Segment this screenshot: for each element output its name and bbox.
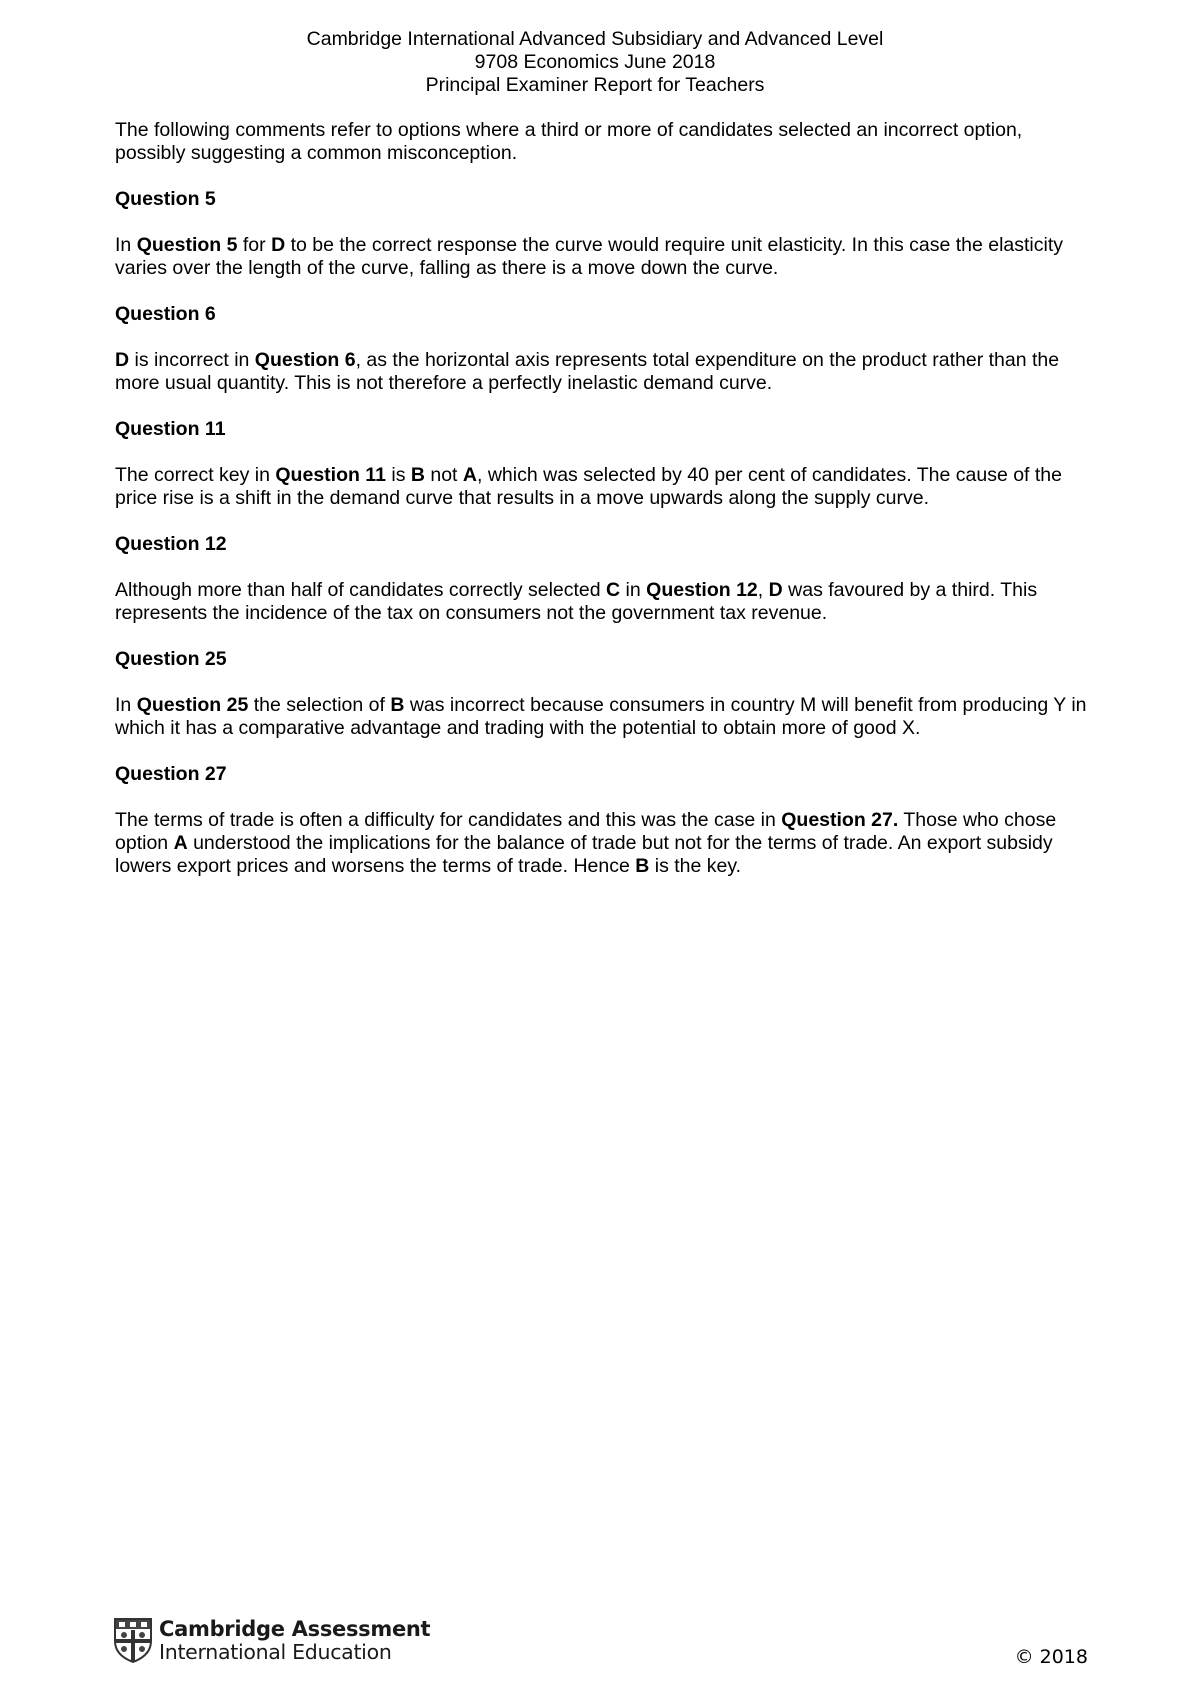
bold-text: Question 11 <box>275 464 386 486</box>
logo-wordmark <box>159 1617 430 1664</box>
question-comment <box>115 809 1090 878</box>
comment-text: is the key. <box>649 855 742 877</box>
question-heading: Question 25 <box>115 648 227 670</box>
bold-text: Question 5 <box>136 234 238 256</box>
comment-text: was favoured by a third. This represents the incidence of the tax on consumers not the government tax revenue. <box>115 579 1038 624</box>
bold-text: Question 25 <box>136 694 249 716</box>
comment-text: In <box>115 234 137 256</box>
bold-text: C <box>606 579 621 601</box>
comment-text: understood the implications for the balance of trade but not for the terms of trade. An export subsidy lowers export prices and worsens the terms of trade. Hence <box>115 832 1053 877</box>
bold-text: A <box>173 832 188 854</box>
question-heading: Question 27 <box>115 763 227 785</box>
bold-text: Question 6 <box>254 349 356 371</box>
comment-text: not <box>424 464 463 486</box>
question-comment <box>115 234 1090 280</box>
bold-text: Question 12 <box>646 579 758 601</box>
comment-text: was incorrect because consumers in country M will benefit from producing Y in which it has a comparative advantage and trading with the potential to obtain more of good X. <box>115 694 1087 739</box>
comment-text: , <box>757 579 769 601</box>
question-heading: Question 6 <box>115 303 216 325</box>
page-header <box>0 28 1190 97</box>
cambridge-logo <box>113 1617 430 1663</box>
question-heading: Question 5 <box>115 188 216 210</box>
comment-text: to be the correct response the curve would require unit elasticity. In this case the elasticity varies over the length of the curve, falling as there is a move down the curve. <box>115 234 1064 279</box>
comment-text: Although more than half of candidates correctly selected <box>115 579 607 601</box>
bold-text: D <box>271 234 286 256</box>
comment-text: in <box>620 579 647 601</box>
bold-text: B <box>635 855 650 877</box>
comment-text: the selection of <box>248 694 391 716</box>
question-sections <box>115 188 1090 878</box>
header-report-type: Principal Examiner Report for Teachers <box>425 74 765 96</box>
comment-text: is incorrect in <box>129 349 255 371</box>
comment-text: In <box>115 694 137 716</box>
bold-text: B <box>410 464 425 486</box>
header-subject: 9708 Economics June 2018 <box>474 51 716 73</box>
report-body <box>115 119 1090 901</box>
bold-text: B <box>390 694 405 716</box>
bold-text: A <box>462 464 477 486</box>
comment-text: , as the horizontal axis represents total expenditure on the product rather than the more usual quantity. This is not therefore a perfectly inelastic demand curve. <box>115 349 1060 394</box>
comment-text: The correct key in <box>115 464 276 486</box>
header-title: Cambridge International Advanced Subsidiary and Advanced Level <box>306 28 884 50</box>
question-comment <box>115 464 1090 510</box>
comment-text: The terms of trade is often a difficulty for candidates and this was the case in <box>115 809 782 831</box>
question-comment <box>115 694 1090 740</box>
intro-paragraph: The following comments refer to options where a third or more of candidates selected an incorrect option, possibly suggesting a common misconception. <box>115 119 1023 164</box>
bold-text: D <box>768 579 783 601</box>
question-heading: Question 11 <box>115 418 226 440</box>
crest-icon <box>113 1617 153 1663</box>
question-comment <box>115 349 1090 395</box>
comment-text: Those who chose option <box>115 809 1057 854</box>
logo-line-2: International Education <box>159 1640 392 1664</box>
comment-text: for <box>237 234 272 256</box>
logo-line-1: Cambridge Assessment <box>159 1617 431 1641</box>
comment-text: , which was selected by 40 per cent of candidates. The cause of the price rise is a shift in the demand curve that results in a move upwards along the supply curve. <box>115 464 1062 509</box>
bold-text: Question 27. <box>781 809 899 831</box>
comment-text: is <box>385 464 411 486</box>
bold-text: D <box>115 349 130 371</box>
copyright-notice: © 2018 <box>1014 1646 1088 1668</box>
question-comment <box>115 579 1090 625</box>
question-heading: Question 12 <box>115 533 227 555</box>
